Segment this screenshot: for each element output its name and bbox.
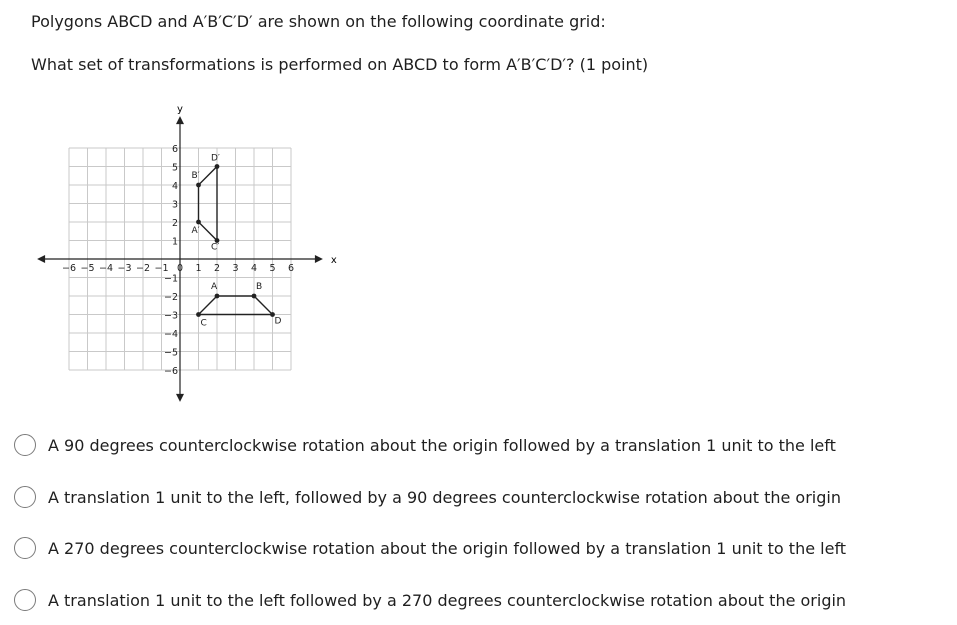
vertex-point xyxy=(215,164,220,169)
x-tick-label: −5 xyxy=(80,263,95,274)
vertex-label: D xyxy=(274,316,282,327)
y-tick-label: 2 xyxy=(171,218,178,229)
x-axis-arrow-right-icon xyxy=(315,255,323,263)
vertex-point xyxy=(252,294,257,299)
y-tick-label: 4 xyxy=(171,181,178,192)
y-tick-label: 1 xyxy=(171,236,178,248)
y-tick-label: −3 xyxy=(163,310,178,322)
answer-option-label: A translation 1 unit to the left, followed by a 90 degrees counterclockwise rotation about the origin xyxy=(48,487,841,507)
y-axis-arrow-up-icon xyxy=(176,116,184,124)
x-tick-label: −1 xyxy=(154,263,169,274)
vertex-point xyxy=(215,294,220,299)
x-tick-label: 1 xyxy=(195,263,202,274)
x-tick-label: −6 xyxy=(61,263,77,274)
y-tick-label: 3 xyxy=(171,199,178,211)
answer-option-1[interactable] xyxy=(14,430,836,460)
x-tick-label: 2 xyxy=(213,263,221,274)
vertex-label: C xyxy=(200,318,207,329)
radio-circle-icon[interactable] xyxy=(14,537,36,559)
x-tick-label: 4 xyxy=(250,263,258,274)
axes xyxy=(37,116,323,402)
x-axis-arrow-left-icon xyxy=(37,255,45,263)
vertex-label: A′ xyxy=(191,226,200,236)
answer-option-label: A 90 degrees counterclockwise rotation about the origin followed by a translation 1 unit to the left xyxy=(48,435,836,455)
answer-option-label: A 270 degrees counterclockwise rotation about the origin followed by a translation 1 unit to the left xyxy=(48,538,847,558)
vertex-label: B xyxy=(256,282,263,292)
vertex-point xyxy=(196,312,201,317)
y-tick-label: −2 xyxy=(163,292,178,303)
radio-circle-icon[interactable] xyxy=(14,589,36,611)
question-line-2: What set of transformations is performed on ABCD to form A′B′C′D′? (1 point) xyxy=(31,55,649,74)
x-axis-label: x xyxy=(330,255,337,266)
vertex-label: A xyxy=(211,282,218,292)
answer-option-3[interactable] xyxy=(14,533,846,563)
answer-option-2[interactable] xyxy=(14,482,841,512)
tick-labels xyxy=(62,144,294,377)
answer-option-4[interactable] xyxy=(14,585,846,615)
y-axis-arrow-down-icon xyxy=(176,394,184,402)
question-line-1: Polygons ABCD and A′B′C′D′ are shown on the following coordinate grid: xyxy=(31,12,606,31)
radio-circle-icon[interactable] xyxy=(14,486,36,508)
vertex-label: B′ xyxy=(191,171,200,181)
y-tick-label: 6 xyxy=(171,144,178,155)
vertex-label: D′ xyxy=(211,153,220,164)
x-tick-label: −4 xyxy=(98,263,114,274)
x-tick-label: 6 xyxy=(287,263,295,274)
x-tick-label: −2 xyxy=(135,263,151,274)
radio-circle-icon[interactable] xyxy=(14,434,36,456)
x-tick-label: 0 xyxy=(176,263,184,274)
y-axis-label: y xyxy=(177,104,183,116)
y-tick-label: −4 xyxy=(163,329,178,340)
coordinate-grid xyxy=(28,90,358,415)
x-tick-label: 5 xyxy=(269,263,276,274)
x-tick-label: −3 xyxy=(117,263,132,274)
x-tick-label: 3 xyxy=(232,263,239,274)
y-tick-label: −1 xyxy=(163,273,178,285)
y-tick-label: −6 xyxy=(163,366,178,377)
vertex-label: C′ xyxy=(211,242,220,253)
y-tick-label: −5 xyxy=(163,347,178,359)
vertex-point xyxy=(196,183,201,188)
answer-option-label: A translation 1 unit to the left followed by a 270 degrees counterclockwise rotation about the origin xyxy=(48,590,847,610)
vertex-point xyxy=(196,220,201,225)
y-tick-label: 5 xyxy=(171,162,178,174)
